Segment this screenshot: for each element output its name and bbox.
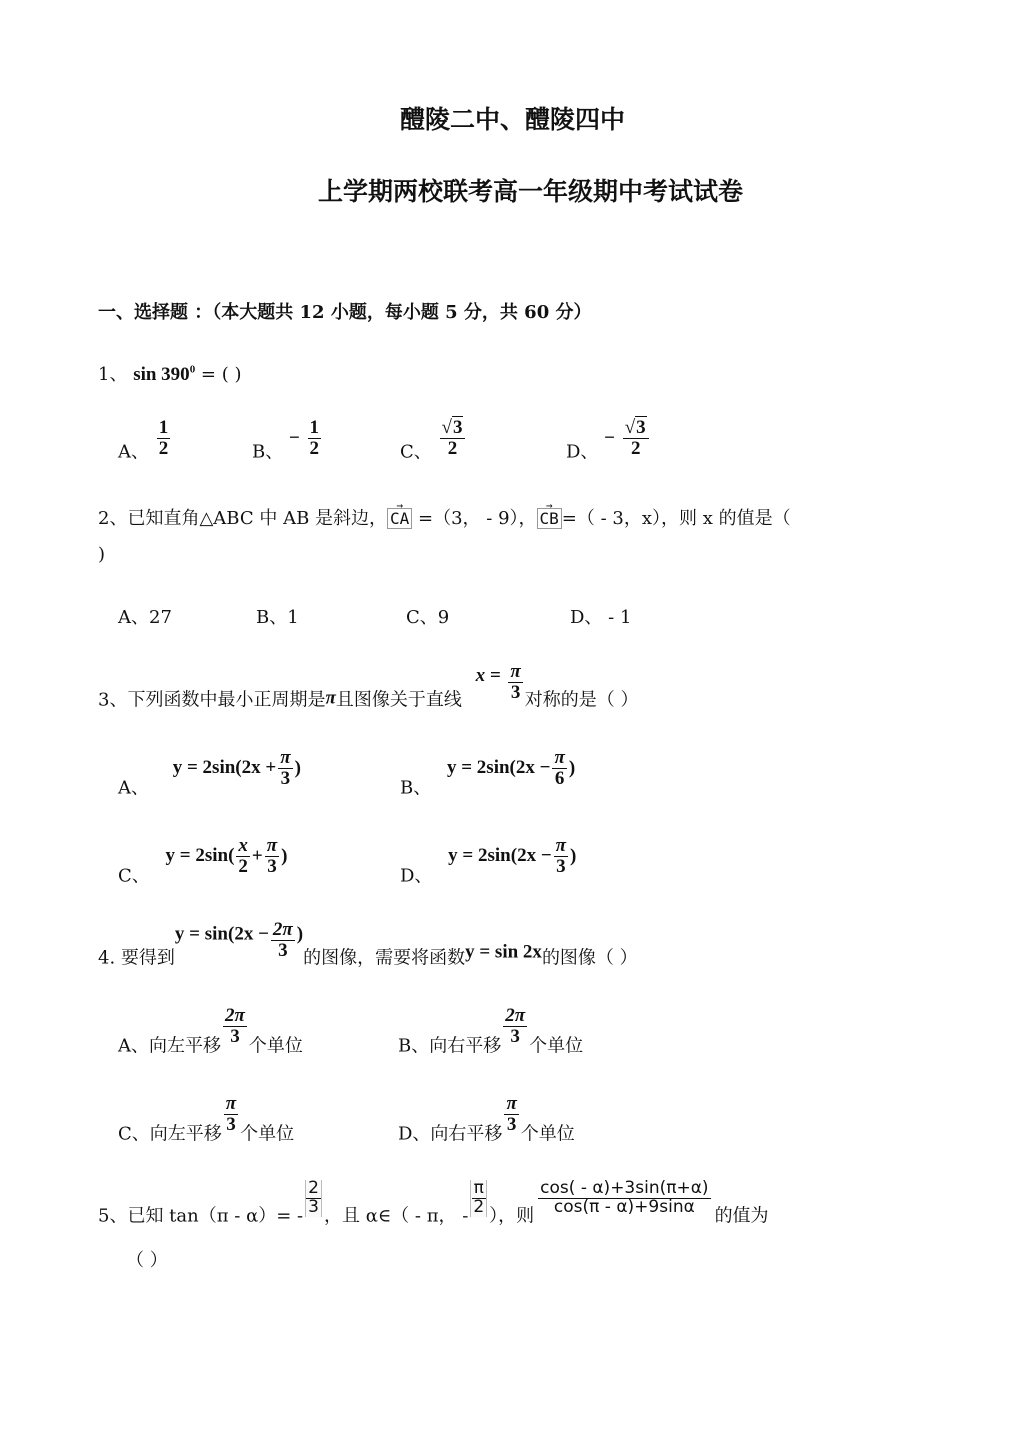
- q1-option-c: C、 $\frac{√3}{2}$: [400, 418, 467, 463]
- question-number: 1、: [98, 364, 128, 385]
- q3-option-d: D、 y = 2sin(2x − $\frac{\pi}{3}$ ): [400, 835, 577, 887]
- fraction: $\frac{\pi}{3}$: [555, 835, 567, 877]
- answer-paren: （ ）: [126, 1250, 168, 1271]
- q2-option-b: B、1: [256, 607, 299, 628]
- q3-option-a: A、 y = 2sin(2x + $\frac{\pi}{3}$ ): [118, 747, 301, 799]
- fraction: $\frac{\pi}{3}$: [266, 835, 278, 877]
- q1-option-b: B、 − $\frac{1}{2}$: [252, 417, 320, 463]
- vector-cb: → CB: [537, 508, 562, 529]
- q2-option-c: C、9: [406, 607, 450, 628]
- q3-option-c: C、 y = 2sin( $\frac{x}{2}$ + $\frac{\pi}{3}$ ): [118, 835, 288, 887]
- fraction: $\frac{√3}{2}$: [623, 418, 649, 459]
- q4-option-b: B、向右平移 $\frac{2\pi}{3}$ 个单位: [398, 1005, 584, 1057]
- question-number: 2、: [98, 508, 128, 529]
- q1-option-d: D、 − $\frac{√3}{2}$: [566, 418, 651, 463]
- fraction: $\frac{√3}{2}$: [440, 418, 466, 459]
- question-1: [98, 360, 241, 386]
- fraction: $\frac{x}{2}$: [238, 835, 248, 877]
- exam-title: 上学期两校联考高一年级期中考试试卷: [318, 177, 744, 206]
- answer-paren: = ( ): [195, 364, 242, 385]
- fraction: $\frac{\pi}{3}$: [510, 661, 521, 703]
- fraction: $\frac{\pi}{3}$: [506, 1093, 517, 1135]
- q4-option-c: C、向左平移 $\frac{\pi}{3}$ 个单位: [118, 1093, 295, 1145]
- question-number: 5、: [98, 1205, 128, 1227]
- fraction: $\frac{\pi}{3}$: [225, 1093, 237, 1135]
- fraction: $\frac{2\pi}{3}$: [225, 1005, 245, 1047]
- q4-option-a: A、向左平移 $\frac{2\pi}{3}$ 个单位: [118, 1005, 303, 1057]
- fraction: $\frac{2\pi}{3}$: [272, 919, 293, 961]
- fraction: $\frac{\pi}{6}$: [554, 747, 565, 789]
- question-2: 2、已知直角△ABC 中 AB 是斜边，→ CA =（3， - 9），→ CB =（ - 3，x），则 x 的值是（: [98, 504, 791, 530]
- q3-option-b: B、 y = 2sin(2x − $\frac{\pi}{6}$ ): [400, 747, 576, 799]
- vector-ca: → CA: [387, 508, 412, 529]
- q4-option-d: D、向右平移 $\frac{\pi}{3}$ 个单位: [398, 1093, 575, 1145]
- school-title: 醴陵二中、醴陵四中: [400, 105, 626, 134]
- question-5: 5、已知 tan（π - α）= - $\frac{2}{3}$ ，且 α∈（ - π， - $\frac{\pi}{2}$ ），则 $\frac{\cos( - \alpha)+3\sin(\pi+\alpha)}{\cos(\pi - \alpha)+9\sin\alpha}$ 的值为: [98, 1178, 769, 1227]
- math-expression: $\sin 390^0$: [133, 363, 196, 385]
- question-number: 3、: [98, 689, 128, 711]
- section-title: 一、选择题 ：（本大题共 12 小题，每小题 5 分，共 60 分）: [98, 302, 592, 323]
- question-3: 3、下列函数中最小正周期是π且图像关于直线 x = $\frac{\pi}{3}$ 对称的是（ ）: [98, 661, 639, 711]
- fraction: $\frac{1}{2}$: [158, 417, 169, 459]
- fraction: $\frac{1}{2}$: [309, 417, 320, 459]
- q2-option-d: D、 - 1: [570, 607, 632, 628]
- question-2-continuation: ): [98, 544, 106, 565]
- fraction: $\frac{2}{3}$: [305, 1180, 322, 1217]
- q1-option-a: A、 $\frac{1}{2}$: [118, 417, 169, 463]
- question-4: 4. 要得到y = sin(2x − $\frac{2\pi}{3}$ )的图像，需要将函数y = sin 2x的图像（ ）: [98, 919, 638, 969]
- question-number: 4.: [98, 947, 116, 969]
- expression-fraction: $\frac{\cos( - \alpha)+3\sin(\pi+\alpha)}{\cos(\pi - \alpha)+9\sin\alpha}$: [540, 1178, 709, 1217]
- q2-option-a: A、27: [118, 607, 172, 628]
- fraction: $\frac{\pi}{3}$: [280, 747, 291, 789]
- fraction: $\frac{\pi}{2}$: [470, 1180, 487, 1217]
- fraction: $\frac{2\pi}{3}$: [505, 1005, 526, 1047]
